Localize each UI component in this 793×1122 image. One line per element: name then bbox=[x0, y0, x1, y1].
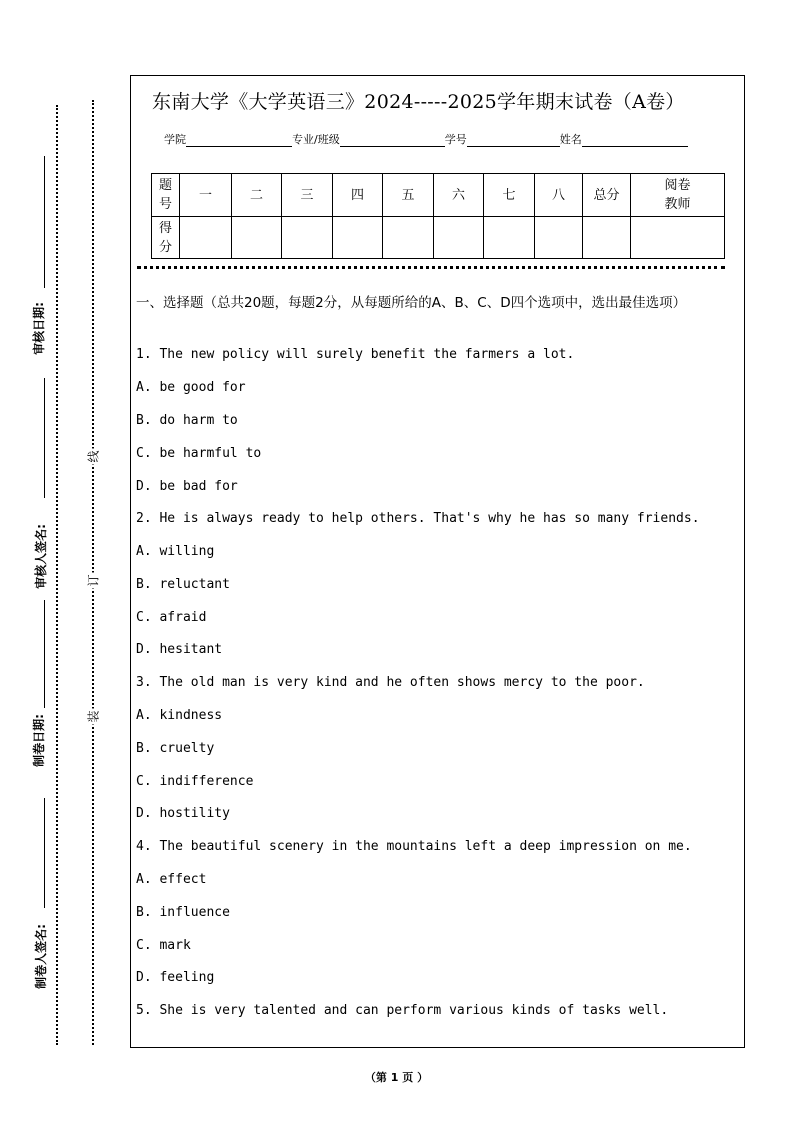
score-char: 得 bbox=[158, 220, 172, 236]
score-cell[interactable] bbox=[232, 217, 282, 259]
major-label: 专业/班级 bbox=[292, 133, 340, 146]
grader-line: 阅卷 bbox=[664, 178, 691, 193]
col-total: 总分 bbox=[583, 174, 631, 217]
col-8: 八 bbox=[535, 174, 583, 217]
score-cell[interactable] bbox=[484, 217, 535, 259]
option: A. willing bbox=[136, 544, 215, 559]
reviewer-sign-line bbox=[44, 378, 45, 498]
score-cell[interactable] bbox=[282, 217, 333, 259]
score-cell[interactable] bbox=[434, 217, 484, 259]
student-id-label: 学号 bbox=[444, 133, 467, 146]
section-heading: 一、选择题（总共20题，每题2分，从每题所给的A、B、C、D四个选项中，选出最佳选项） bbox=[136, 295, 687, 311]
reviewer-sign-label: 审核人签名: bbox=[33, 524, 48, 589]
col-1: 一 bbox=[180, 174, 232, 217]
student-info-row bbox=[164, 131, 688, 147]
score-cell[interactable] bbox=[383, 217, 434, 259]
header-char: 号 bbox=[158, 197, 172, 212]
student-id-field[interactable] bbox=[467, 132, 560, 147]
option: A. effect bbox=[136, 872, 207, 887]
grader-cell[interactable] bbox=[631, 217, 725, 259]
college-field[interactable] bbox=[186, 132, 292, 147]
score-cell[interactable] bbox=[583, 217, 631, 259]
option: B. do harm to bbox=[136, 413, 238, 428]
header-char: 题 bbox=[158, 178, 172, 193]
option: B. influence bbox=[136, 905, 230, 920]
option: C. be harmful to bbox=[136, 446, 262, 461]
page-number: （第 1 页 ） bbox=[364, 1071, 429, 1084]
option: A. kindness bbox=[136, 708, 223, 723]
preparer-sign-line bbox=[44, 798, 45, 908]
option: A. be good for bbox=[136, 380, 246, 395]
seal-bind-char: 订 bbox=[86, 574, 101, 587]
review-date-label: 审核日期: bbox=[31, 302, 46, 355]
college-label: 学院 bbox=[164, 133, 186, 146]
score-table-score-row bbox=[152, 217, 725, 259]
exam-title: 东南大学《大学英语三》2024-----2025学年期末试卷（A卷） bbox=[152, 91, 685, 113]
major-field[interactable] bbox=[340, 132, 445, 147]
score-cell[interactable] bbox=[535, 217, 583, 259]
option: B. reluctant bbox=[136, 577, 230, 592]
question-stem: 5. She is very talented and can perform various kinds of tasks well. bbox=[136, 1003, 669, 1018]
score-cell[interactable] bbox=[333, 217, 383, 259]
score-char: 分 bbox=[158, 239, 172, 255]
name-label: 姓名 bbox=[559, 133, 582, 146]
grader-header bbox=[631, 174, 725, 217]
option: D. feeling bbox=[136, 970, 215, 985]
option: D. hostility bbox=[136, 806, 230, 821]
col-2: 二 bbox=[232, 174, 282, 217]
score-cell[interactable] bbox=[180, 217, 232, 259]
score-header bbox=[152, 217, 180, 259]
question-stem: 1. The new policy will surely benefit the farmers a lot. bbox=[136, 347, 575, 362]
name-field[interactable] bbox=[582, 132, 688, 147]
seal-line-char: 线 bbox=[86, 450, 101, 463]
col-7: 七 bbox=[484, 174, 535, 217]
seal-fold-char: 装 bbox=[86, 710, 101, 723]
option: C. afraid bbox=[136, 610, 207, 625]
option: D. hesitant bbox=[136, 642, 223, 657]
prepare-date-label: 制卷日期: bbox=[31, 714, 46, 767]
option: D. be bad for bbox=[136, 479, 238, 494]
option: B. cruelty bbox=[136, 741, 215, 756]
col-6: 六 bbox=[434, 174, 484, 217]
col-4: 四 bbox=[333, 174, 383, 217]
score-table bbox=[151, 173, 725, 259]
prepare-date-line bbox=[44, 600, 45, 708]
option: C. indifference bbox=[136, 774, 254, 789]
question-stem: 4. The beautiful scenery in the mountains left a deep impression on me. bbox=[136, 839, 692, 854]
section-separator bbox=[137, 266, 725, 269]
option: C. mark bbox=[136, 938, 191, 953]
grader-line: 教师 bbox=[664, 197, 691, 212]
score-table-header-row bbox=[152, 174, 725, 217]
col-3: 三 bbox=[282, 174, 333, 217]
col-5: 五 bbox=[383, 174, 434, 217]
question-number-header bbox=[152, 174, 180, 217]
preparer-sign-label: 制卷人签名: bbox=[33, 924, 48, 989]
outer-dotted-line bbox=[56, 105, 58, 1045]
question-stem: 2. He is always ready to help others. That's why he has so many friends. bbox=[136, 511, 700, 526]
review-date-line bbox=[44, 156, 45, 288]
question-stem: 3. The old man is very kind and he often shows mercy to the poor. bbox=[136, 675, 645, 690]
